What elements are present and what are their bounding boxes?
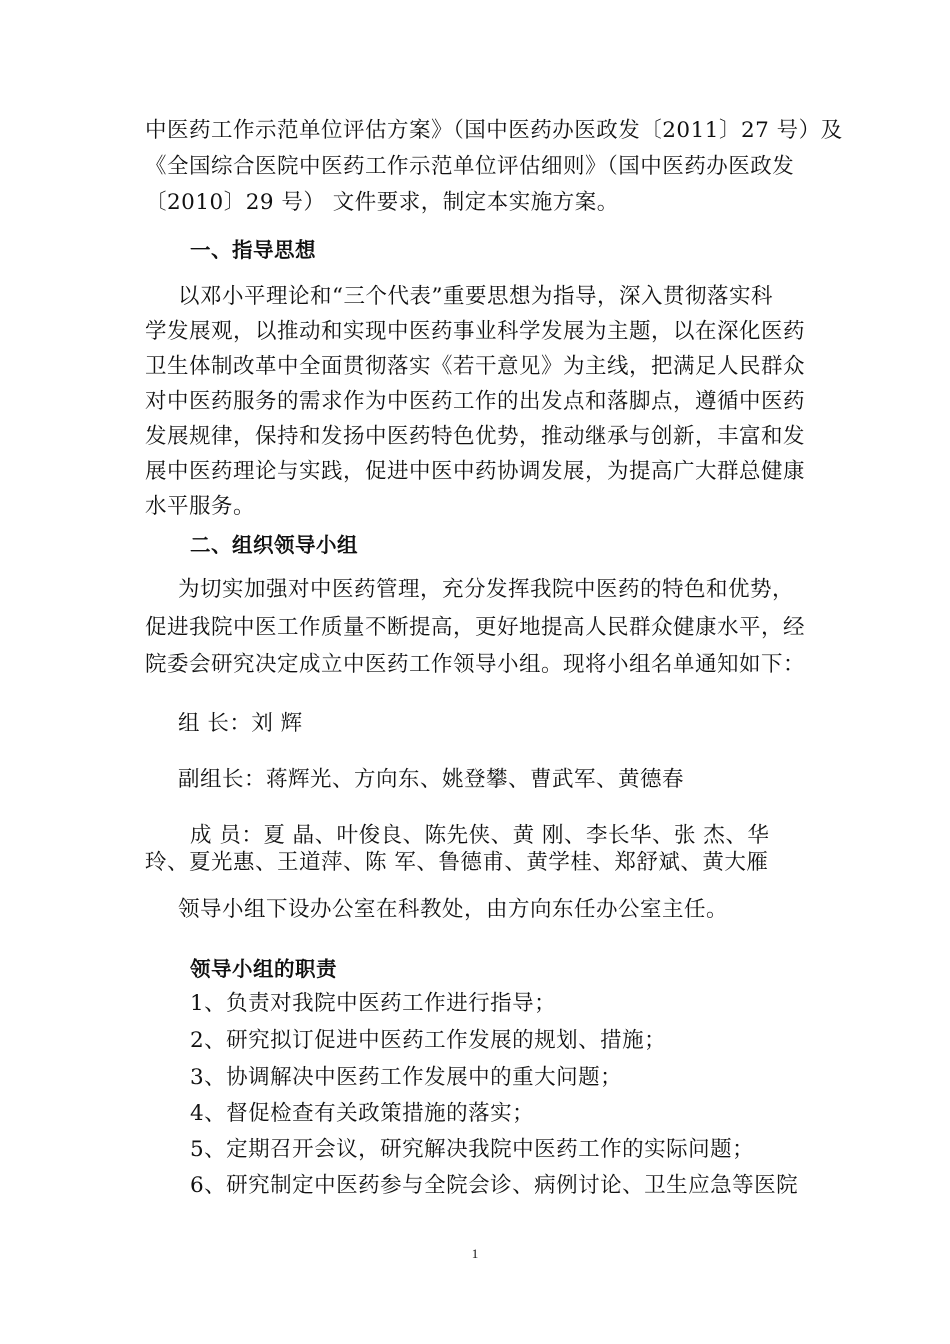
list-item: 5、定期召开会议，研究解决我院中医药工作的实际问题； [190,1137,755,1162]
paragraph-line: 促进我院中医工作质量不断提高，更好地提高人民群众健康水平，经 [145,615,806,640]
members-line: 成 员：夏 晶、叶俊良、陈先侠、黄 刚、李长华、张 杰、华 [190,823,770,848]
paragraph-line: 卫生体制改革中全面贯彻落实《若干意见》为主线，把满足人民群众 [145,354,806,379]
duties-heading: 领导小组的职责 [190,957,337,981]
section-heading: 一、指导思想 [190,238,316,262]
page-number: 1 [471,1246,479,1261]
paragraph-line: 以邓小平理论和“三个代表”重要思想为指导，深入贯彻落实科 [178,284,773,309]
list-item: 2、研究拟订促进中医药工作发展的规划、措施； [190,1028,667,1053]
paragraph-line: 展中医药理论与实践，促进中医中药协调发展，为提高广大群总健康 [145,459,806,484]
paragraph-line: 发展规律，保持和发扬中医药特色优势，推动继承与创新，丰富和发 [145,424,806,449]
list-item: 1、负责对我院中医药工作进行指导； [190,991,557,1016]
paragraph-line: 《全国综合医院中医药工作示范单位评估细则》（国中医药办医政发 [145,154,795,179]
paragraph-line: 院委会研究决定成立中医药工作领导小组。现将小组名单通知如下： [145,652,806,677]
paragraph-line: 〔2010〕29 号） 文件要求，制定本实施方案。 [145,190,619,215]
office-line: 领导小组下设办公室在科教处，由方向东任办公室主任。 [178,897,729,922]
paragraph-line: 为切实加强对中医药管理，充分发挥我院中医药的特色和优势， [178,577,795,602]
list-item: 4、督促检查有关政策措施的落实； [190,1101,535,1126]
section-heading: 二、组织领导小组 [190,533,358,557]
members-line: 玲、夏光惠、王道萍、陈 军、鲁德甫、黄学桂、郑舒斌、黄大雁 [145,850,769,875]
paragraph-line: 学发展观，以推动和实现中医药事业科学发展为主题，以在深化医药 [145,319,806,344]
paragraph-line: 水平服务。 [145,494,256,519]
paragraph-line: 对中医药服务的需求作为中医药工作的出发点和落脚点，遵循中医药 [145,389,806,414]
list-item: 6、研究制定中医药参与全院会诊、病例讨论、卫生应急等医院 [190,1173,799,1198]
deputy-line: 副组长：蒋辉光、方向东、姚登攀、曹武军、黄德春 [178,767,685,792]
leader-line: 组 长：刘 辉 [178,711,303,736]
paragraph-line: 中医药工作示范单位评估方案》（国中医药办医政发〔2011〕27 号）及 [145,118,843,143]
list-item: 3、协调解决中医药工作发展中的重大问题； [190,1065,623,1090]
